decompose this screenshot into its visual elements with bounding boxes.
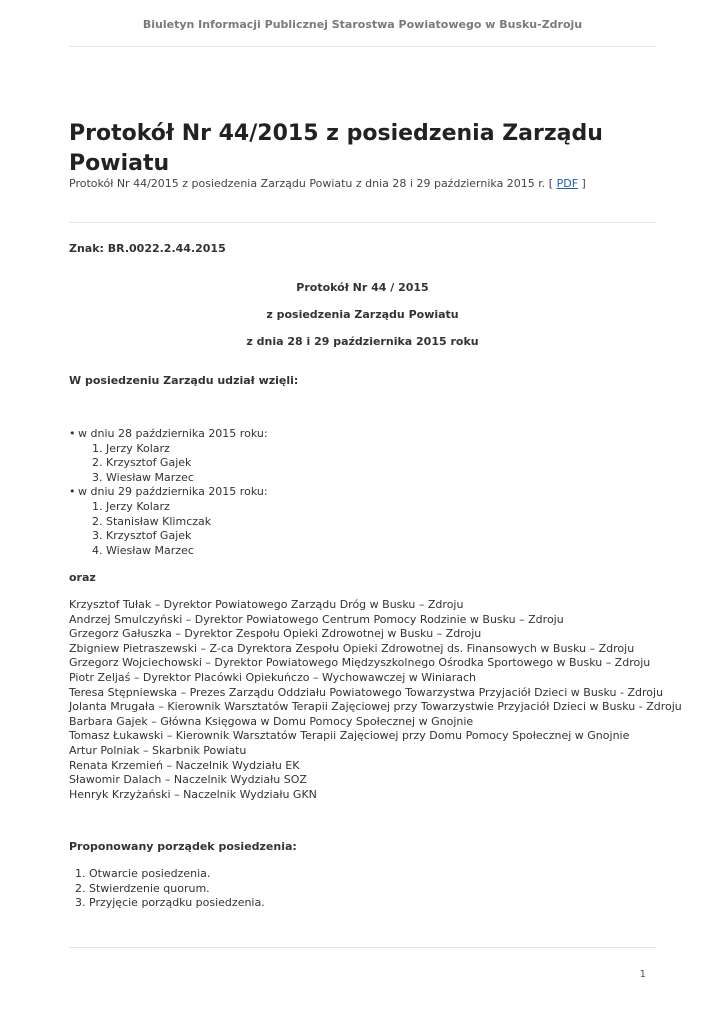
member-name: Stanisław Klimczak bbox=[106, 514, 212, 528]
protocol-heading-number: Protokół Nr 44 / 2015 bbox=[296, 281, 429, 294]
guest-line: Andrzej Smulczyński – Dyrektor Powiatowego Centrum Pomocy Rodzinie w Busku – Zdroju bbox=[69, 612, 564, 626]
member-number: 2. bbox=[92, 514, 103, 528]
member-item bbox=[78, 456, 268, 471]
guest-line: Zbigniew Pietraszewski – Z-ca Dyrektora Zespołu Opieki Zdrowotnej ds. Finansowych w Busku – Zdroju bbox=[69, 641, 635, 655]
member-number: 3. bbox=[92, 529, 103, 543]
document-sign: Znak: BR.0022.2.44.2015 bbox=[69, 242, 226, 255]
agenda-number: 3. bbox=[75, 896, 86, 910]
guest-line: Grzegorz Gałuszka – Dyrektor Zespołu Opieki Zdrowotnej w Busku – Zdroju bbox=[69, 627, 482, 641]
header-divider bbox=[69, 46, 656, 47]
guest-line: Barbara Gajek – Główna Księgowa w Domu Pomocy Społecznej w Gnojnie bbox=[69, 714, 474, 728]
agenda-item bbox=[69, 896, 265, 911]
oraz-label: oraz bbox=[69, 571, 96, 584]
pdf-link[interactable]: PDF bbox=[556, 177, 579, 190]
member-number: 1. bbox=[92, 499, 103, 513]
site-header: Biuletyn Informacji Publicznej Starostwa Powiatowego w Busku-Zdroju bbox=[142, 18, 583, 31]
agenda-list bbox=[69, 867, 265, 911]
agenda-item bbox=[69, 882, 265, 897]
member-item bbox=[78, 471, 268, 486]
member-number: 4. bbox=[92, 543, 103, 557]
member-list bbox=[78, 500, 268, 558]
meeting-day-label: w dniu 29 października 2015 roku: bbox=[78, 485, 268, 499]
intro-text: Protokół Nr 44/2015 z posiedzenia Zarządu Powiatu z dnia 28 i 29 października 2015 r. [ bbox=[69, 177, 554, 190]
member-item bbox=[78, 500, 268, 515]
participants-label: W posiedzeniu Zarządu udział wzięli: bbox=[69, 374, 299, 387]
meeting-day-label: w dniu 28 października 2015 roku: bbox=[78, 427, 268, 440]
guest-line: Piotr Zeljaś – Dyrektor Placówki Opiekuńczo – Wychowawczej w Winiarach bbox=[69, 670, 477, 684]
member-number: 1. bbox=[92, 441, 103, 455]
content-divider bbox=[69, 222, 656, 223]
member-item bbox=[78, 515, 268, 530]
guest-line: Jolanta Mrugała – Kierownik Warsztatów Terapii Zajęciowej przy Towarzystwie Przyjaciół Dzieci w Busku - Zdroju bbox=[69, 700, 682, 714]
guest-line: Krzysztof Tułak – Dyrektor Powiatowego Zarządu Dróg w Busku – Zdroju bbox=[69, 598, 464, 611]
member-number: 3. bbox=[92, 470, 103, 484]
page-number: 1 bbox=[639, 969, 646, 980]
meeting-day-item bbox=[69, 485, 268, 558]
meeting-day-item bbox=[69, 427, 268, 485]
intro-close-bracket: ] bbox=[581, 177, 586, 190]
member-list bbox=[78, 442, 268, 486]
member-name: Krzysztof Gajek bbox=[106, 529, 192, 543]
member-name: Jerzy Kolarz bbox=[106, 441, 170, 455]
guest-line: Renata Krzemień – Naczelnik Wydziału EK bbox=[69, 758, 300, 772]
member-item bbox=[78, 442, 268, 457]
member-item bbox=[78, 529, 268, 544]
agenda-item bbox=[69, 867, 265, 882]
meeting-days-list bbox=[69, 427, 268, 558]
agenda-text: Otwarcie posiedzenia. bbox=[89, 867, 211, 880]
guest-line: Tomasz Łukawski – Kierownik Warsztatów Terapii Zajęciowej przy Domu Pomocy Społecznej w Gnojnie bbox=[69, 729, 630, 743]
member-name: Krzysztof Gajek bbox=[106, 456, 192, 470]
page-title: Protokół Nr 44/2015 z posiedzenia Zarządu Powiatu bbox=[69, 121, 603, 176]
guest-line: Sławomir Dalach – Naczelnik Wydziału SOZ bbox=[69, 773, 307, 787]
agenda-number: 2. bbox=[75, 881, 86, 895]
guests-list bbox=[69, 598, 682, 802]
protocol-heading-date: z dnia 28 i 29 października 2015 roku bbox=[246, 335, 479, 348]
guest-line: Henryk Krzyżański – Naczelnik Wydziału GKN bbox=[69, 787, 317, 801]
member-name: Jerzy Kolarz bbox=[106, 499, 170, 513]
guest-line: Teresa Stępniewska – Prezes Zarządu Oddziału Powiatowego Towarzystwa Przyjaciół Dzieci w Busku - Zdroju bbox=[69, 685, 664, 699]
member-number: 2. bbox=[92, 456, 103, 470]
agenda-number: 1. bbox=[75, 867, 86, 880]
agenda-label: Proponowany porządek posiedzenia: bbox=[69, 840, 297, 853]
agenda-text: Stwierdzenie quorum. bbox=[89, 881, 210, 895]
guest-line: Artur Polniak – Skarbnik Powiatu bbox=[69, 743, 247, 757]
member-name: Wiesław Marzec bbox=[106, 543, 194, 557]
intro-paragraph bbox=[69, 177, 659, 192]
member-name: Wiesław Marzec bbox=[106, 470, 194, 484]
agenda-text: Przyjęcie porządku posiedzenia. bbox=[89, 896, 265, 910]
footer-divider bbox=[69, 947, 656, 948]
guest-line: Grzegorz Wojciechowski – Dyrektor Powiatowego Międzyszkolnego Ośrodka Sportowego w Busku – Zdroju bbox=[69, 656, 651, 670]
member-item bbox=[78, 544, 268, 559]
protocol-heading-subject: z posiedzenia Zarządu Powiatu bbox=[266, 308, 459, 321]
